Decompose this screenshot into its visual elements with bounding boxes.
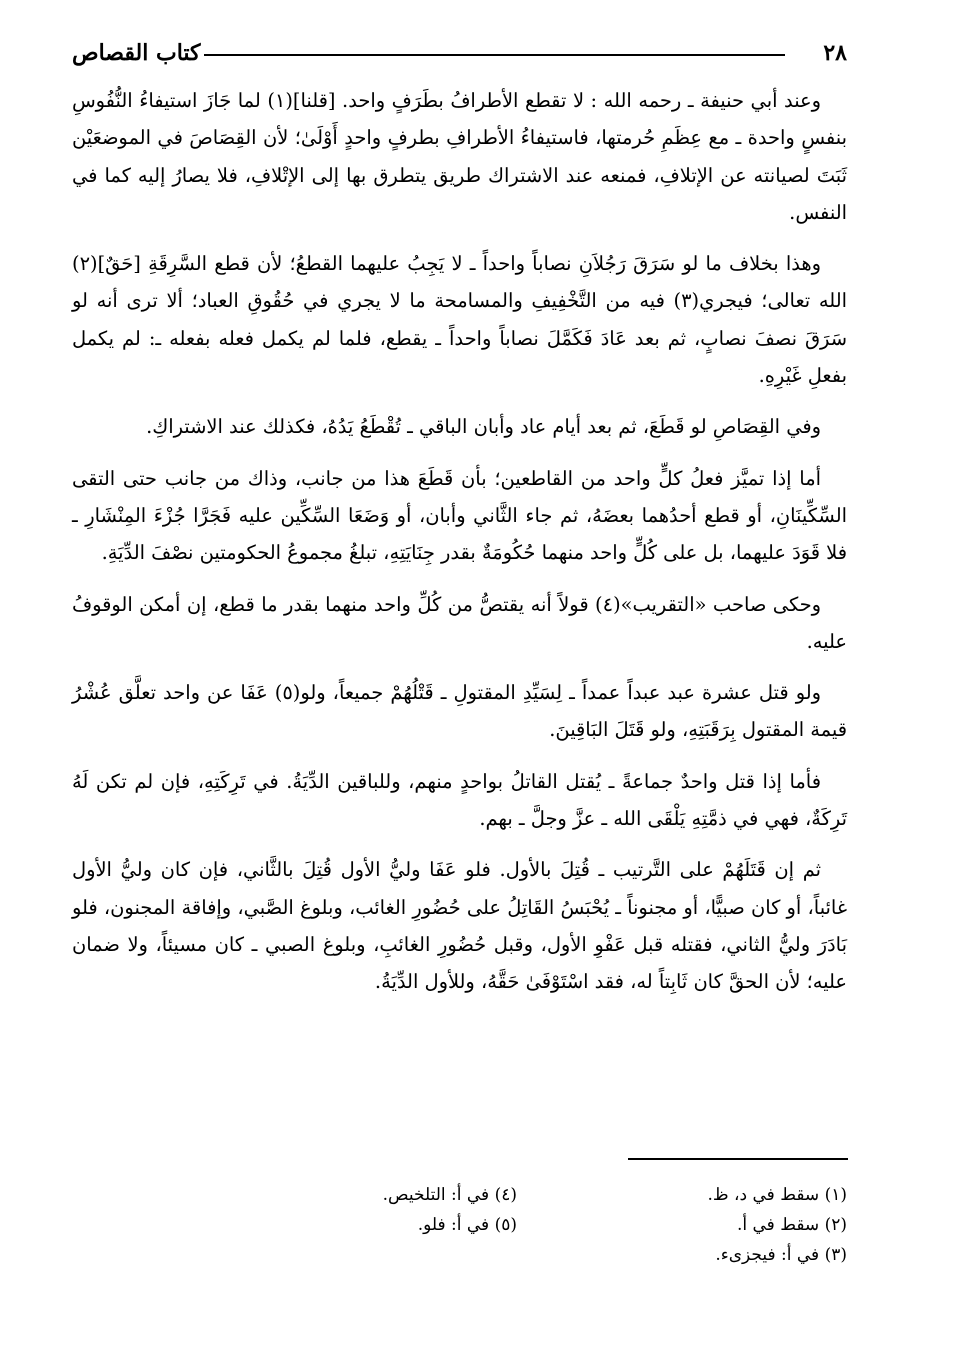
paragraph: وحكى صاحب «التقريب»(٤) قولاً أنه يقتصُّ من كُلِّ واحد منهما بقدر ما قطع، إن أمكن الوقوفُ عليه. [72, 592, 847, 653]
paragraph: ثم إن قَتَلَهُمْ على التَّرتيب ـ قُتِلَ بالأول. فلو عَفَا وليُّ الأول قُتِلَ بالثَّاني، فإن كان وليُّ الأول غائباً، أو كان صبيًّا، أو مجنوناً ـ يُحْبَسُ القَاتِلُ على حُضُورِ الغائب، وبلوغ الصَّبي، وإفاقة المجنون، فلو بَادَرَ وليُّ الثاني، فقتله قبل عَفْوِ الأول، وقبل حُضُورِ الغائبِ، وبلوغ الصبي ـ كان مسيئاً، ولا ضمان عليه؛ لأن الحقَّ كان ثَابِتاً له، فقد اسْتَوْفَىٰ حَقَّهُ، وللأول الدِّيَةُ. [72, 858, 847, 994]
footnote: (٤) في أ: التلخيص. [382, 1185, 517, 1205]
page-number: ٢٨ [823, 40, 847, 66]
paragraph: وعند أبي حنيفة ـ رحمه الله : لا تقطع الأطرافُ بطَرَفٍ واحد. [قلنا](١) لما جَازَ استيفاءُ النُّفُوسِ بنفسٍ واحدة ـ مع عِظَمِ حُرمتها، فاستيفاءُ الأطرافِ بطرفٍ واحدٍ أَوْلَىٰ؛ لأن القِصَاصَ في الموضعَيْن ثَبَتَ لصيانته عن الإتلافِ، فمنعه عند الاشتراك طريق يتطرق بها إلى الإتْلافِ، فلا يصارُ إليه كما في النفس. [72, 89, 847, 224]
footnote: (١) سقط في د، ظ. [707, 1185, 847, 1205]
paragraph: فأما إذا قتل واحدٌ جماعةً ـ يُقتل القاتلُ بواحدٍ منهم، وللباقين الدِّيَةُ. في تَرِكَتِهِ، فإن لم تكن لَهُ تَرِكَةٌ، فهي في ذمَّتِهِ يَلْقَى الله ـ عزَّ وجلَّ ـ بهم. [72, 769, 847, 831]
paragraph: وفي القِصَاصِ لو قَطَعَ، ثم بعد أيام عاد وأبان الباقي ـ تُقْطَعُ يَدُهُ، فكذلك عند الاشتراكِ. [146, 415, 821, 439]
footnote-rule [628, 1158, 848, 1160]
footnotes-right-column [547, 1180, 847, 1270]
paragraph: وهذا بخلاف ما لو سَرَقَ رَجُلاَنِ نصاباً واحداً ـ لا يَجِبُ عليهما القطعُ؛ لأن قطع السَّرِقَةِ [حَقٌ](٢) الله تعالى؛ فيجري(٣) فيه من التَّخْفِيفِ والمسامحة ما لا يجري في حُقُوقِ العباد؛ ألا ترى أنه لو سَرَقَ نصفَ نصابٍ، ثم بعد عَادَ فَكَمَّلَ نصاباً واحداً ـ يقطع، فلما لم يكمل فعله بفعله ـ: لم يكمل بفعلِ غَيْرِهِ. [72, 252, 847, 388]
footnote: (٢) سقط في أ. [736, 1215, 847, 1235]
footnote: (٣) في أ: فيجزىء. [715, 1245, 847, 1265]
chapter-title: كتاب القصاص [72, 40, 201, 66]
footnote: (٥) في أ: فلو. [417, 1215, 517, 1235]
footnotes-left-column [217, 1180, 517, 1240]
paragraph: أما إذا تميَّز فعلُ كلٍّ واحد من القاطعين؛ بأن قَطَعَ هذا من جانب، وذاك من جانب حتى التقى السِّكِّينَانِ، أو قطع أحدُهما بعضَهُ، ثم جاء الثَّاني وأبان، أو وَضَعَا السِّكِّين عليه فَجَرَّا جُزْءَ المِنْشَارِ ـ فلا قَوَدَ عليهما، بل على كُلٍّ واحد منهما حُكُومَةٌ بقدر جِنَايَتِهِ، تبلغُ مجموعُ الحكومتين نصْفَ الدِّيَةِ. [72, 466, 847, 565]
running-header [72, 38, 847, 74]
paragraph: ولو قتل عشرة عبد عبداً عمداً ـ لِسَيِّدِ المقتولِ ـ قَتْلُهُمْ جميعاً، ولو(٥) عَفَا عن واحد تعلَّق عُشْرُ قيمة المقتول بِرَقَبَتِهِ، ولو قَتَلَ البَاقِينَ. [72, 681, 847, 742]
body-text [72, 82, 847, 1015]
header-rule [204, 54, 785, 56]
